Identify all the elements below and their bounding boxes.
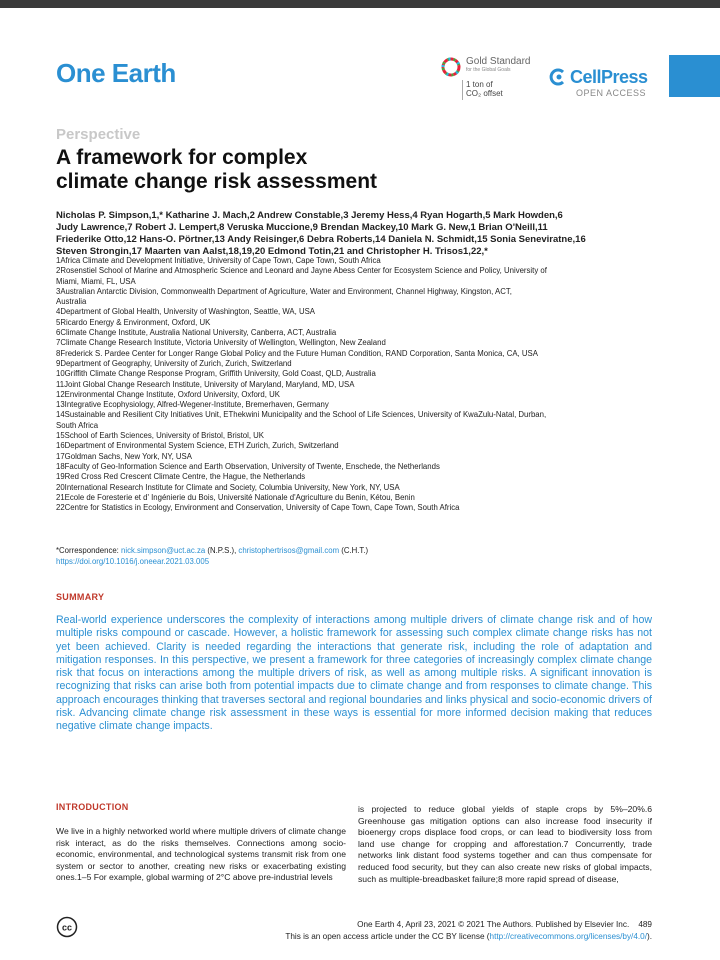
affiliation-line: 16Department of Environmental System Science, ETH Zurich, Zurich, Switzerland	[56, 441, 339, 451]
author-line: Friederike Otto,12 Hans-O. Pörtner,13 Andy Reisinger,6 Debra Roberts,14 Daniela N. Schmidt,15 Sonia Seneviratne,16	[56, 234, 586, 245]
license-link[interactable]: http://creativecommons.org/licenses/by/4.0/	[489, 932, 647, 941]
introduction-heading: INTRODUCTION	[56, 802, 129, 812]
affiliation-line: 12Environmental Change Institute, Oxford University, Oxford, UK	[56, 389, 280, 399]
affiliation-line: 22Centre for Statistics in Ecology, Environment and Conservation, University of Cape Town, Cape Town, South Africa	[56, 503, 460, 513]
correspondence-line	[56, 546, 666, 557]
offset-line-2: CO₂ offset	[466, 89, 503, 98]
citation-text: One Earth 4, April 23, 2021 © 2021 The Authors. Published by Elsevier Inc.	[357, 920, 630, 929]
cellpress-logo-icon	[548, 66, 570, 88]
license-suffix: ).	[646, 932, 652, 941]
affiliation-line: 19Red Cross Red Crescent Climate Centre, the Hague, the Netherlands	[56, 472, 306, 482]
correspondence-label: *Correspondence:	[56, 546, 122, 555]
doi-link[interactable]: https://doi.org/10.1016/j.oneear.2021.03.005	[56, 556, 210, 566]
email-initials-2: (C.H.T.)	[339, 546, 369, 555]
open-access-label: OPEN ACCESS	[576, 88, 647, 98]
summary-text: Real-world experience underscores the complexity of interactions among multiple drivers of climate change risk and of how multiple risks compound or cascade. However, a holistic framework for assessing such complex climate change risks has not yet been achieved. Clarity is needed regarding the interactions that generate risk, including the role of adaptation and mitigation responses. In this perspective, we present a framework for three categories of increasingly complex climate change risk that focus on interactions among the multiple drivers of risk, as well as among multiple risks. A significant innovation is recognizing that risks can arise both from potential impacts due to climate change and from responses to climate change. This approach encourages thinking that traverses sectoral and regional boundaries and links physical and socio-economic drivers of risk. Advancing climate change risk assessment in these ways is essential for more informed decision making that reduces negative climate change impacts.	[56, 614, 652, 733]
affiliation-line: Miami, Miami, FL, USA	[56, 276, 136, 286]
affiliation-line: 8Frederick S. Pardee Center for Longer Range Global Policy and the Future Human Condition, RAND Corporation, Santa Monica, CA, USA	[56, 348, 538, 358]
footer-license	[220, 932, 652, 941]
author-line: Nicholas P. Simpson,1,* Katharine J. Mach,2 Andrew Constable,3 Jeremy Hess,4 Ryan Hogarth,5 Mark Howden,6	[56, 210, 563, 221]
gold-standard-text	[466, 57, 531, 73]
gold-standard-tagline: for the Global Goals	[466, 67, 511, 73]
email-initials-1: (N.P.S.),	[205, 546, 239, 555]
summary-heading: SUMMARY	[56, 592, 105, 602]
svg-text:cc: cc	[61, 922, 73, 933]
affiliation-line: 18Faculty of Geo-Information Science and Earth Observation, University of Twente, Enschede, the Netherlands	[56, 461, 440, 471]
gold-standard-divider	[462, 80, 463, 100]
correspondence-block	[56, 546, 666, 567]
affiliation-line: 15School of Earth Sciences, University of Bristol, Bristol, UK	[56, 431, 264, 441]
article-type: Perspective	[56, 126, 141, 143]
footer-citation	[300, 920, 652, 929]
introduction-column-2: is projected to reduce global yields of staple crops by 5%–20%.6 Greenhouse gas mitigation options can also increase food insecurity if bioenergy crops displace food crops, or can lead to biodiversity loss from land use change for cropping and afforestation.7 Concurrently, trade networks link distant food systems together and can thus compensate for reduced food security, but they can also create new risks of global impacts, such as multiple-breadbasket failure;8 more rapid spread of disease,	[358, 804, 652, 884]
author-line: Steven Strongin,17 Maarten van Aalst,18,19,20 Edmond Totin,21 and Christopher H. Trisos1,22,*	[56, 246, 488, 257]
email-link-2[interactable]: christophertrisos@gmail.com	[238, 546, 340, 555]
introduction-column-1: We live in a highly networked world where multiple drivers of climate change risk interact, as do the risks themselves. Connections among socio-economic, environmental, and technological systems transmit risk from one system or sector to another, creating new risks or exacerbating existing ones.1–5 For example, global warming of 2°C above pre-industrial levels	[56, 826, 346, 883]
affiliation-line: 20International Research Institute for Climate and Society, Columbia University, New York, NY, USA	[56, 482, 400, 492]
affiliation-line: South Africa	[56, 420, 99, 430]
affiliation-line: 2Rosenstiel School of Marine and Atmospheric Science and Leonard and Jayne Abess Center for Ecosystem Science and Policy, University of	[56, 266, 547, 276]
publisher-name: CellPress	[570, 67, 648, 87]
affiliation-line: 5Ricardo Energy & Environment, Oxford, UK	[56, 317, 211, 327]
affiliation-line: 17Goldman Sachs, New York, NY, USA	[56, 451, 192, 461]
affiliation-line: 7Climate Change Research Institute, Victoria University of Wellington, Wellington, New Zealand	[56, 338, 386, 348]
affiliation-line: Australia	[56, 297, 87, 307]
page-number: 489	[638, 920, 652, 929]
author-list	[56, 210, 666, 258]
email-link-1[interactable]: nick.simpson@uct.ac.za	[121, 546, 206, 555]
affiliation-line: 13Integrative Ecophysiology, Alfred-Wegener-Institute, Bremerhaven, Germany	[56, 400, 329, 410]
author-line: Judy Lawrence,7 Robert J. Lempert,8 Veruska Muccione,9 Brendan Mackey,10 Mark G. New,1 Brian O'Neill,11	[56, 222, 548, 233]
affiliation-line: 3Australian Antarctic Division, Commonwealth Department of Agriculture, Water and Environment, Channel Highway, Kingston, ACT,	[56, 286, 512, 296]
creative-commons-icon	[56, 916, 78, 938]
affiliation-line: 1Africa Climate and Development Initiative, University of Cape Town, Cape Town, South Africa	[56, 256, 381, 265]
journal-title: One Earth	[56, 58, 176, 88]
affiliation-line: 21Ecole de Foresterie et d' Ingénierie du Bois, Université Nationale d'Agriculture du Benin, Kétou, Benin	[56, 492, 415, 502]
affiliation-line: 10Griffith Climate Change Response Program, Griffith University, Gold Coast, QLD, Australia	[56, 369, 376, 379]
gold-standard-logo	[440, 56, 462, 78]
affiliation-line: 14Sustainable and Resilient City Initiatives Unit, EThekwini Municipality and the School of Life Sciences, University of KwaZulu-Natal, Durban,	[56, 410, 547, 420]
title-line-1: A framework for complex	[56, 146, 308, 169]
affiliation-line: 6Climate Change Institute, Australia National University, Canberra, ACT, Australia	[56, 328, 337, 338]
corner-accent-block	[669, 55, 720, 97]
gold-standard-title: Gold Standard	[466, 56, 531, 67]
license-prefix: This is an open access article under the CC BY license (	[285, 932, 490, 941]
top-border	[0, 0, 720, 8]
offset-line-1: 1 ton of	[466, 80, 493, 89]
article-title	[56, 146, 536, 194]
affiliation-line: 9Department of Geography, University of Zurich, Zurich, Switzerland	[56, 358, 292, 368]
affiliation-list	[56, 256, 666, 513]
title-line-2: climate change risk assessment	[56, 170, 378, 193]
carbon-offset-label	[466, 80, 503, 98]
affiliation-line: 11Joint Global Change Research Institute, University of Maryland, Maryland, MD, USA	[56, 379, 355, 389]
affiliation-line: 4Department of Global Health, University of Washington, Seattle, WA, USA	[56, 307, 315, 317]
